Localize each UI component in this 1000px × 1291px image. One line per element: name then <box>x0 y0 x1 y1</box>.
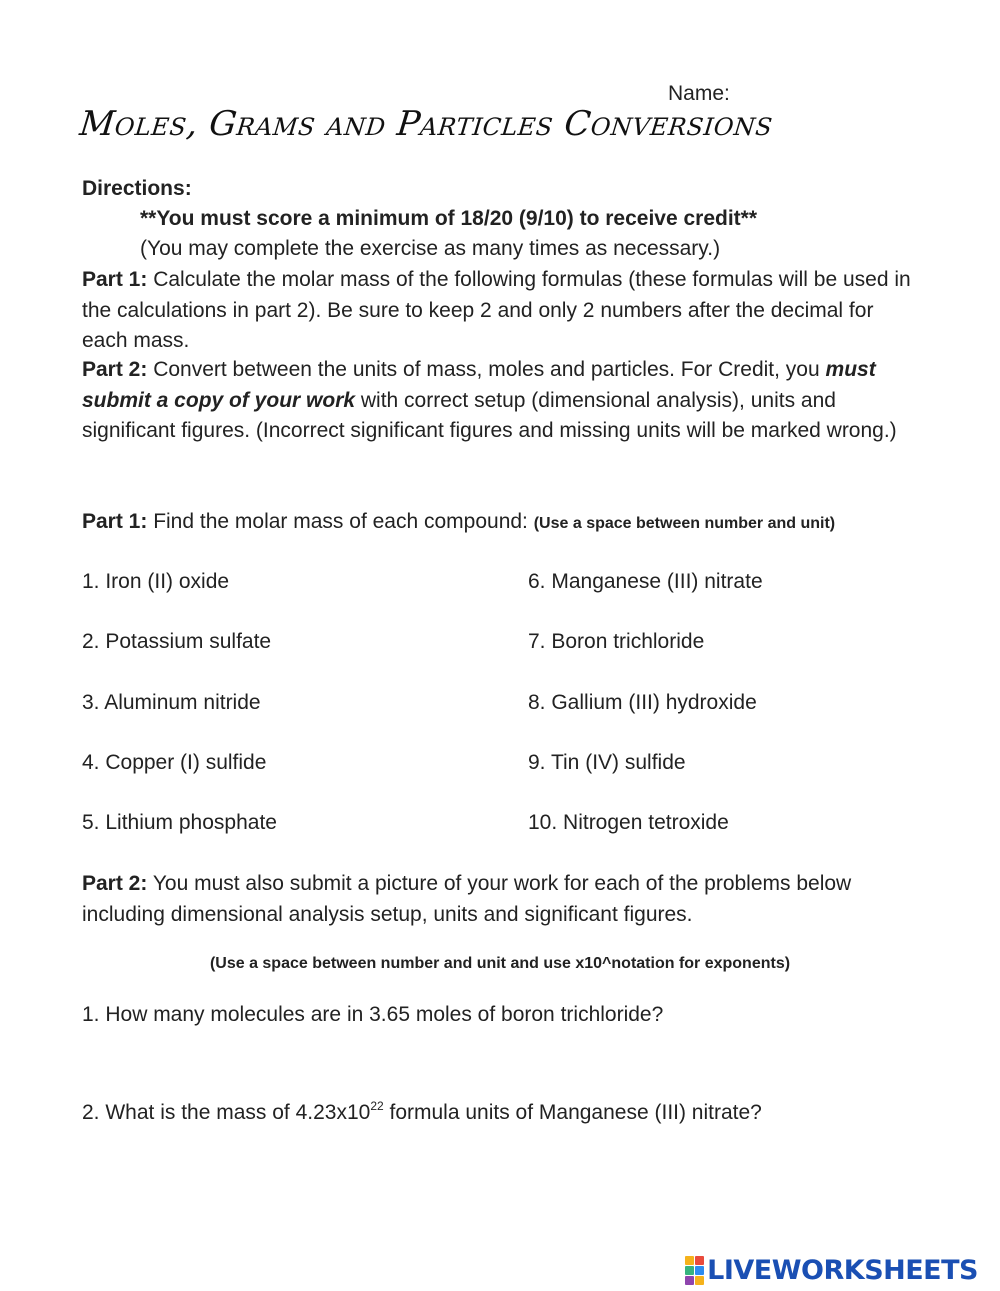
credit-requirement: **You must score a minimum of 18/20 (9/10) to receive credit** <box>140 207 758 230</box>
compound-item: 5. Lithium phosphate <box>82 811 277 834</box>
part2-heading-text: You must also submit a picture of your work for each of the problems below including dimensional analysis setup, units and significant figures. <box>82 872 852 926</box>
part1-unit-note: (Use a space between number and unit) <box>533 515 836 532</box>
directions-heading: Directions: <box>82 177 192 200</box>
part1-heading-text: Find the molar mass of each compound: <box>147 510 534 533</box>
compound-item: 3. Aluminum nitride <box>82 691 261 714</box>
part2-heading-label: Part 2: <box>82 872 148 895</box>
compound-item: 2. Potassium sulfate <box>82 630 272 653</box>
question-2-text-b: formula units of Manganese (III) nitrate? <box>383 1101 762 1124</box>
question-2-text-a: 2. What is the mass of 4.23x10 <box>82 1101 371 1124</box>
compound-item: 4. Copper (I) sulfide <box>82 751 267 774</box>
part1-description: Calculate the molar mass of the following formulas (these formulas will be used in the calculations in part 2). Be sure to keep 2 and only 2 numbers after the decimal for each mass. <box>82 268 911 352</box>
compound-item: 10. Nitrogen tetroxide <box>528 811 729 834</box>
directions-part2 <box>82 355 922 447</box>
part2-heading <box>82 869 882 930</box>
directions-part1 <box>82 265 922 357</box>
part2-unit-note: (Use a space between number and unit and use x10^notation for exponents) <box>209 955 791 972</box>
compound-item: 9. Tin (IV) sulfide <box>528 751 686 774</box>
part2-label: Part 2: <box>82 358 148 381</box>
part2-emphasis: must submit a copy of your work <box>82 358 876 412</box>
part1-heading <box>82 507 835 539</box>
compound-item: 6. Manganese (III) nitrate <box>528 570 763 593</box>
liveworksheets-logo <box>685 1255 978 1286</box>
part2-description-b: with correct setup (dimensional analysis), units and significant figures. (Incorrect significant figures and missing units will be marked wrong.) <box>82 388 897 442</box>
compound-item: 8. Gallium (III) hydroxide <box>528 691 757 714</box>
repeat-note: (You may complete the exercise as many times as necessary.) <box>140 237 721 260</box>
logo-text: LIVEWORKSHEETS <box>707 1255 978 1286</box>
name-label: Name: <box>668 82 730 105</box>
question-2 <box>82 1091 762 1128</box>
question-1: 1. How many molecules are in 3.65 moles of boron trichloride? <box>82 1003 664 1026</box>
liveworksheets-logo-icon <box>685 1256 704 1285</box>
compound-item: 1. Iron (II) oxide <box>82 570 230 593</box>
part1-heading-label: Part 1: <box>82 510 148 533</box>
page-title: Moles, Grams and Particles Conversions <box>77 104 775 144</box>
part2-description-a: Convert between the units of mass, moles and particles. For Credit, you <box>147 358 826 381</box>
compound-item: 7. Boron trichloride <box>528 630 705 653</box>
question-2-exponent: 22 <box>370 1099 384 1113</box>
part1-label: Part 1: <box>82 268 148 291</box>
